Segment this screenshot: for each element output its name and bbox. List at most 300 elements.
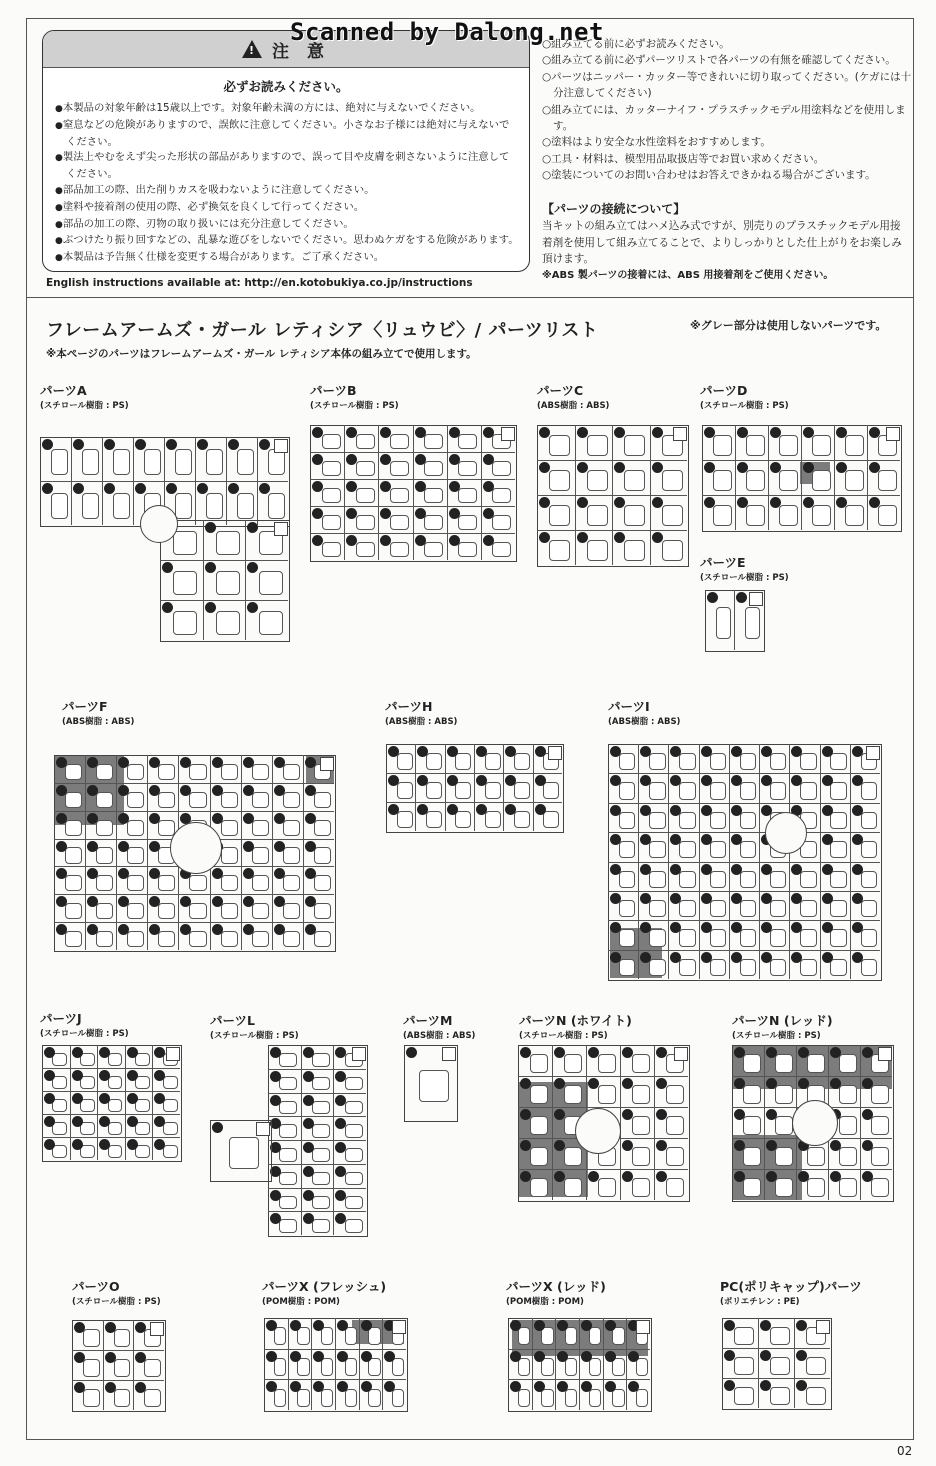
part-piece bbox=[163, 1145, 178, 1158]
runner-ring bbox=[765, 812, 807, 854]
part-number-badge bbox=[42, 483, 53, 494]
part-piece bbox=[221, 903, 238, 919]
part-piece bbox=[158, 764, 175, 780]
part-number-badge bbox=[534, 1320, 545, 1331]
part-piece bbox=[158, 931, 175, 947]
part-number-badge bbox=[554, 1047, 565, 1058]
part-number-badge bbox=[44, 1047, 55, 1058]
part-piece bbox=[530, 1085, 549, 1103]
part-number-badge bbox=[197, 483, 208, 494]
part-number-badge bbox=[274, 813, 285, 824]
runner-bar bbox=[668, 744, 669, 979]
part-piece bbox=[492, 515, 511, 531]
runner-bar bbox=[303, 755, 304, 950]
part-piece bbox=[632, 1085, 651, 1103]
part-number-badge bbox=[554, 1109, 565, 1120]
part-piece bbox=[564, 1147, 583, 1165]
runner-bar bbox=[415, 744, 416, 831]
part-number-badge bbox=[701, 746, 712, 757]
part-piece bbox=[279, 1077, 297, 1091]
part-piece bbox=[649, 900, 666, 917]
part-piece bbox=[390, 488, 409, 504]
part-piece bbox=[598, 1178, 617, 1196]
part-number-badge bbox=[127, 1139, 138, 1150]
part-piece bbox=[345, 1172, 363, 1186]
part-piece bbox=[345, 1358, 358, 1376]
part-number-badge bbox=[796, 1380, 807, 1391]
part-piece bbox=[426, 753, 442, 770]
runner-bar bbox=[85, 755, 86, 950]
runner-bar bbox=[42, 1137, 180, 1138]
part-number-badge bbox=[520, 1140, 531, 1151]
part-number-badge bbox=[766, 1047, 777, 1058]
part-piece bbox=[274, 1358, 287, 1376]
part-number-badge bbox=[656, 1109, 667, 1120]
part-piece bbox=[770, 959, 787, 976]
part-number-badge bbox=[303, 1213, 314, 1224]
part-number-badge bbox=[483, 427, 494, 438]
part-number-badge bbox=[243, 924, 254, 935]
runner-bar bbox=[834, 425, 835, 530]
part-piece bbox=[144, 1359, 161, 1377]
part-piece bbox=[221, 764, 238, 780]
runner-bar bbox=[160, 560, 288, 561]
runner-bar bbox=[97, 1045, 98, 1160]
part-piece bbox=[587, 435, 608, 456]
part-piece bbox=[770, 782, 787, 799]
part-piece bbox=[734, 1327, 754, 1345]
part-number-badge bbox=[270, 1071, 281, 1082]
runner-bar bbox=[241, 755, 242, 950]
part-piece bbox=[65, 764, 82, 780]
runner-bar bbox=[474, 744, 475, 831]
part-number-badge bbox=[610, 893, 621, 904]
part-number-badge bbox=[622, 1171, 633, 1182]
part-number-badge bbox=[520, 1047, 531, 1058]
part-piece bbox=[237, 493, 254, 520]
part-piece bbox=[127, 875, 144, 891]
part-piece bbox=[830, 753, 847, 770]
part-piece bbox=[458, 461, 477, 477]
part-number-badge bbox=[731, 893, 742, 904]
part-piece bbox=[52, 1053, 67, 1066]
part-number-badge bbox=[577, 462, 588, 473]
part-number-badge bbox=[290, 1351, 301, 1362]
part-piece bbox=[636, 1389, 649, 1407]
part-piece bbox=[189, 875, 206, 891]
part-number-badge bbox=[701, 775, 712, 786]
part-number-badge bbox=[766, 1078, 777, 1089]
runner-bar bbox=[533, 744, 534, 831]
runner-tag bbox=[501, 427, 515, 441]
runner-bar bbox=[447, 425, 448, 560]
part-number-badge bbox=[656, 1171, 667, 1182]
part-number-badge bbox=[270, 1190, 281, 1201]
part-number-badge bbox=[388, 775, 399, 786]
runner-tag bbox=[392, 1320, 406, 1334]
part-piece bbox=[314, 820, 331, 836]
part-number-badge bbox=[415, 535, 426, 546]
part-number-badge bbox=[476, 746, 487, 757]
runner-bar bbox=[867, 425, 868, 530]
part-number-badge bbox=[760, 1350, 771, 1361]
part-number-badge bbox=[274, 841, 285, 852]
part-number-badge bbox=[56, 785, 67, 796]
part-label-n-white: パーツN (ホワイト) (スチロール樹脂 : PS) bbox=[519, 1013, 632, 1041]
part-number-badge bbox=[335, 1095, 346, 1106]
runner-bar bbox=[758, 1318, 759, 1408]
part-number-badge bbox=[312, 481, 323, 492]
part-piece bbox=[649, 929, 666, 946]
runner-bar bbox=[532, 1318, 533, 1410]
runner-bar bbox=[335, 1318, 336, 1410]
part-number-badge bbox=[313, 1351, 324, 1362]
runner-bar bbox=[518, 1076, 688, 1077]
connection-title: 【パーツの接続について】 bbox=[542, 202, 686, 216]
part-number-badge bbox=[415, 508, 426, 519]
part-number-badge bbox=[104, 483, 115, 494]
part-piece bbox=[221, 931, 238, 947]
part-piece bbox=[144, 449, 161, 476]
runner-bar bbox=[413, 425, 414, 560]
part-piece bbox=[114, 1359, 131, 1377]
part-piece bbox=[662, 540, 683, 561]
part-piece bbox=[743, 1178, 761, 1196]
part-number-badge bbox=[228, 439, 239, 450]
part-number-badge bbox=[44, 1093, 55, 1104]
part-piece bbox=[175, 449, 192, 476]
part-number-badge bbox=[447, 804, 458, 815]
part-number-badge bbox=[449, 427, 460, 438]
part-number-badge bbox=[305, 757, 316, 768]
part-piece bbox=[455, 811, 471, 828]
warning-icon: ! bbox=[242, 40, 262, 58]
part-piece bbox=[297, 1389, 310, 1407]
part-number-badge bbox=[312, 427, 323, 438]
part-piece bbox=[314, 875, 331, 891]
part-number-badge bbox=[830, 1171, 841, 1182]
part-piece bbox=[713, 435, 731, 456]
part-label-f: パーツF (ABS樹脂 : ABS) bbox=[62, 699, 135, 727]
part-piece bbox=[549, 470, 570, 491]
runner-bar bbox=[103, 1320, 104, 1410]
part-piece bbox=[830, 841, 847, 858]
part-number-badge bbox=[335, 1190, 346, 1201]
part-piece bbox=[345, 1327, 358, 1345]
part-number-badge bbox=[869, 462, 880, 473]
part-piece bbox=[619, 959, 636, 976]
part-piece bbox=[861, 841, 878, 858]
part-piece bbox=[252, 875, 269, 891]
runner-bar bbox=[608, 920, 880, 921]
part-label-e: パーツE (スチロール樹脂 : PS) bbox=[700, 555, 789, 583]
runner-bar bbox=[268, 1211, 366, 1212]
part-number-badge bbox=[56, 841, 67, 852]
runner-bar bbox=[125, 1045, 126, 1160]
part-number-badge bbox=[862, 1078, 873, 1089]
part-number-badge bbox=[534, 1351, 545, 1362]
part-piece bbox=[321, 1358, 334, 1376]
part-piece bbox=[65, 792, 82, 808]
part-number-badge bbox=[305, 924, 316, 935]
part-piece bbox=[839, 1085, 857, 1103]
part-piece bbox=[649, 841, 666, 858]
part-piece bbox=[356, 488, 375, 504]
part-piece bbox=[800, 929, 817, 946]
page-subtitle: ※本ページのパーツはフレームアームズ・ガール レティシア本体の組み立てで使用します。 bbox=[46, 348, 477, 360]
runner-bar bbox=[72, 1380, 164, 1381]
part-number-badge bbox=[770, 427, 781, 438]
part-piece bbox=[598, 1054, 617, 1072]
part-piece bbox=[312, 1101, 330, 1115]
runner-tag bbox=[274, 439, 288, 453]
part-number-badge bbox=[652, 497, 663, 508]
part-piece bbox=[830, 929, 847, 946]
part-number-badge bbox=[704, 427, 715, 438]
part-piece bbox=[775, 1054, 793, 1072]
runner-tag bbox=[548, 746, 562, 760]
part-piece bbox=[345, 1148, 363, 1162]
part-piece bbox=[279, 1148, 297, 1162]
part-piece bbox=[259, 611, 283, 635]
part-number-badge bbox=[72, 1139, 83, 1150]
caution-item: ● 製法上やむをえず尖った形状の部品がありますので、誤って目や皮膚を刺さないように注意してください。 bbox=[55, 150, 519, 183]
part-piece bbox=[830, 900, 847, 917]
part-piece bbox=[845, 505, 863, 526]
part-piece bbox=[530, 1147, 549, 1165]
part-number-badge bbox=[640, 805, 651, 816]
part-piece bbox=[259, 571, 283, 595]
part-piece bbox=[108, 1099, 123, 1112]
part-number-badge bbox=[72, 1116, 83, 1127]
part-piece bbox=[314, 903, 331, 919]
part-piece bbox=[83, 1359, 100, 1377]
part-piece bbox=[65, 903, 82, 919]
part-piece bbox=[426, 782, 442, 799]
part-piece bbox=[283, 847, 300, 863]
runner-frame-d bbox=[702, 425, 902, 532]
part-piece bbox=[312, 1172, 330, 1186]
part-number-badge bbox=[520, 1171, 531, 1182]
part-piece bbox=[52, 1122, 67, 1135]
part-piece bbox=[589, 1327, 602, 1345]
part-number-badge bbox=[388, 746, 399, 757]
part-number-badge bbox=[652, 427, 663, 438]
part-piece bbox=[312, 1053, 330, 1067]
part-piece bbox=[679, 929, 696, 946]
part-piece bbox=[806, 1357, 826, 1375]
abs-adhesive-note: ※ABS 製パーツの接着には、ABS 用接着剤をご使用ください。 bbox=[542, 270, 834, 281]
part-piece bbox=[322, 434, 341, 450]
part-number-badge bbox=[652, 532, 663, 543]
part-piece bbox=[812, 435, 830, 456]
part-piece bbox=[297, 1327, 310, 1345]
part-number-badge bbox=[56, 757, 67, 768]
part-number-badge bbox=[166, 483, 177, 494]
part-piece bbox=[173, 571, 197, 595]
part-number-badge bbox=[822, 805, 833, 816]
english-instructions-link[interactable]: English instructions available at: http://en.kotobukiya.co.jp/instructions bbox=[46, 277, 473, 289]
part-piece bbox=[114, 1389, 131, 1407]
part-piece bbox=[283, 820, 300, 836]
part-piece bbox=[632, 1178, 651, 1196]
part-piece bbox=[861, 959, 878, 976]
runner-bar bbox=[764, 1045, 765, 1200]
part-piece bbox=[252, 764, 269, 780]
part-number-badge bbox=[760, 1320, 771, 1331]
runner-bar bbox=[147, 755, 148, 950]
part-piece bbox=[800, 959, 817, 976]
part-number-badge bbox=[205, 602, 216, 613]
part-piece bbox=[345, 1101, 363, 1115]
part-label-l: パーツL (スチロール樹脂 : PS) bbox=[210, 1013, 299, 1041]
part-number-badge bbox=[588, 1171, 599, 1182]
part-piece bbox=[314, 931, 331, 947]
part-piece bbox=[807, 1178, 825, 1196]
part-number-badge bbox=[127, 1070, 138, 1081]
part-number-badge bbox=[290, 1381, 301, 1392]
part-piece bbox=[679, 841, 696, 858]
part-number-badge bbox=[656, 1078, 667, 1089]
part-piece bbox=[770, 1327, 790, 1345]
part-label-o: パーツO (スチロール樹脂 : PS) bbox=[72, 1279, 161, 1307]
part-number-badge bbox=[588, 1047, 599, 1058]
part-number-badge bbox=[535, 804, 546, 815]
part-number-badge bbox=[44, 1139, 55, 1150]
caution-title: 注 意 bbox=[272, 41, 330, 62]
runner-tag bbox=[866, 746, 880, 760]
part-piece bbox=[312, 1124, 330, 1138]
part-number-badge bbox=[798, 1078, 809, 1089]
part-number-badge bbox=[822, 746, 833, 757]
part-number-badge bbox=[447, 775, 458, 786]
part-number-badge bbox=[162, 562, 173, 573]
part-piece bbox=[127, 931, 144, 947]
part-piece bbox=[662, 505, 683, 526]
runner-bar bbox=[575, 425, 576, 565]
part-number-badge bbox=[588, 1078, 599, 1089]
part-piece bbox=[839, 1147, 857, 1165]
part-number-badge bbox=[656, 1047, 667, 1058]
part-piece bbox=[485, 753, 501, 770]
part-number-badge bbox=[74, 1382, 85, 1393]
part-number-badge bbox=[610, 746, 621, 757]
part-piece bbox=[565, 1327, 578, 1345]
part-number-badge bbox=[822, 952, 833, 963]
part-piece bbox=[740, 812, 757, 829]
runner-bar bbox=[654, 1045, 655, 1200]
part-number-badge bbox=[791, 864, 802, 875]
part-number-badge bbox=[274, 785, 285, 796]
part-piece bbox=[830, 782, 847, 799]
part-piece bbox=[587, 540, 608, 561]
part-piece bbox=[455, 753, 471, 770]
part-piece bbox=[871, 1147, 889, 1165]
part-piece bbox=[397, 782, 413, 799]
part-number-badge bbox=[44, 1116, 55, 1127]
part-number-badge bbox=[205, 522, 216, 533]
part-piece bbox=[114, 1329, 131, 1347]
part-number-badge bbox=[212, 1122, 223, 1133]
part-number-badge bbox=[770, 462, 781, 473]
part-number-badge bbox=[303, 1166, 314, 1177]
part-piece bbox=[279, 1124, 297, 1138]
part-number-badge bbox=[483, 481, 494, 492]
part-number-badge bbox=[384, 1351, 395, 1362]
part-piece bbox=[543, 811, 559, 828]
part-number-badge bbox=[852, 746, 863, 757]
part-piece bbox=[173, 611, 197, 635]
part-piece bbox=[713, 505, 731, 526]
part-piece bbox=[775, 1085, 793, 1103]
part-number-badge bbox=[56, 813, 67, 824]
part-number-badge bbox=[640, 864, 651, 875]
runner-tag bbox=[878, 1047, 892, 1061]
part-piece bbox=[424, 461, 443, 477]
part-number-badge bbox=[290, 1320, 301, 1331]
part-number-badge bbox=[822, 834, 833, 845]
part-number-badge bbox=[724, 1380, 735, 1391]
part-number-badge bbox=[197, 439, 208, 450]
part-number-badge bbox=[822, 775, 833, 786]
runner-tag bbox=[150, 1322, 164, 1336]
part-piece bbox=[636, 1358, 649, 1376]
part-piece bbox=[740, 753, 757, 770]
part-piece bbox=[710, 900, 727, 917]
part-piece bbox=[492, 461, 511, 477]
part-piece bbox=[589, 1358, 602, 1376]
runner-bar bbox=[359, 1318, 360, 1410]
part-piece bbox=[679, 900, 696, 917]
part-piece bbox=[530, 1116, 549, 1134]
part-number-badge bbox=[510, 1351, 521, 1362]
part-piece bbox=[861, 812, 878, 829]
part-number-badge bbox=[704, 497, 715, 508]
part-piece bbox=[321, 1389, 334, 1407]
runner-bar bbox=[729, 744, 730, 979]
runner-tag bbox=[274, 522, 288, 536]
runner-bar bbox=[608, 862, 880, 863]
part-number-badge bbox=[724, 1320, 735, 1331]
part-number-badge bbox=[731, 805, 742, 816]
part-number-badge bbox=[73, 483, 84, 494]
watermark: Scanned by Dalong.net bbox=[290, 18, 604, 46]
part-number-badge bbox=[415, 481, 426, 492]
part-piece bbox=[530, 1178, 549, 1196]
part-piece bbox=[632, 1147, 651, 1165]
part-piece bbox=[800, 900, 817, 917]
part-piece bbox=[216, 611, 240, 635]
part-piece bbox=[564, 1178, 583, 1196]
part-piece bbox=[322, 542, 341, 558]
part-piece bbox=[861, 900, 878, 917]
runner-bar bbox=[257, 437, 258, 525]
part-number-badge bbox=[577, 427, 588, 438]
part-number-badge bbox=[701, 805, 712, 816]
part-number-badge bbox=[701, 922, 712, 933]
part-number-badge bbox=[737, 497, 748, 508]
part-piece bbox=[710, 959, 727, 976]
part-piece bbox=[96, 764, 113, 780]
part-number-badge bbox=[105, 1352, 116, 1363]
part-piece bbox=[189, 792, 206, 808]
part-number-badge bbox=[127, 1047, 138, 1058]
part-number-badge bbox=[361, 1320, 372, 1331]
part-piece bbox=[458, 434, 477, 450]
part-piece bbox=[518, 1358, 531, 1376]
part-piece bbox=[173, 531, 197, 555]
part-piece bbox=[734, 1387, 754, 1405]
